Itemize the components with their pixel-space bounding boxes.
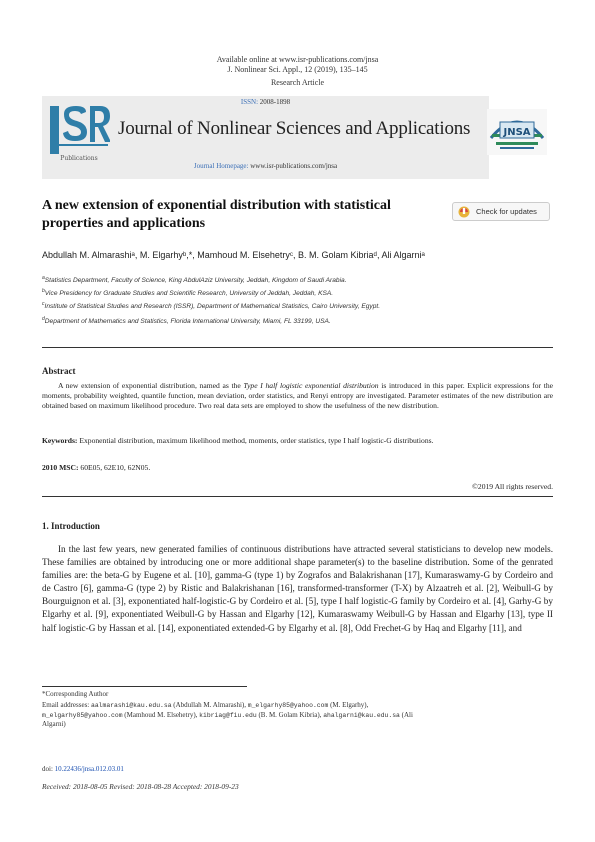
author-list: Abdullah M. Almarashiᵃ, M. Elgarhyᵇ,*, Mamhoud M. Elsehetryᶜ, B. M. Golam Kibriaᵈ, Ali Algarniᵃ	[42, 250, 425, 260]
article-dates: Received: 2018-08-05 Revised: 2018-08-28 Accepted: 2018-09-23	[42, 782, 239, 791]
footnote-rule	[42, 686, 247, 687]
homepage-label: Journal Homepage:	[193, 162, 249, 170]
title-line-1: A new extension of exponential distribution with statistical	[42, 198, 391, 213]
corresponding-author-note: *Corresponding Author	[42, 690, 109, 698]
intro-paragraph: In the last few years, new generated families of continuous distributions have attracted several statisticians to develop new models. These families are obtained by introducing one or more additional shape parameter(s) to the baseline distribution. Some of the genrated families are: the beta-G by Eugene et al. [10], gamma-G (type 1) by Zografos and Balakrishanan [17], Kumaraswamy-G by Cordeiro and de Castro [6], gamma-G (type 2) by Ristic and Balakrishanan [16], transformed-transformer (T-X) by Alzaatreh et al. [2], Weibull-G by Bourguignon et al. [3], exponentiated half-logistic-G by Cordeiro et al. [5], type I half logistic-G family by Cordeiro et al. [4], Garhy-G by Elgarhy et al. [9], exponentiated Weibull-G by Hassan and Elgarhy [12], Kumaraswamy Weibull-G by Hassan and Elgarhy [13], type II half logistic-G by Hassan et al. [14], exponentiated extended-G by Elgarhy et al. [8], Odd Frechet-G by Haq and Elgarhy [11], and	[42, 544, 553, 633]
email-link[interactable]: m_elgarhy85@yahoo.com	[247, 702, 329, 709]
affiliation-c: $^c$Institute of Statistical Studies and Research (ISSR), Department of Mathematical Statistics, Cairo University, Egypt.	[42, 301, 381, 311]
copyright: ©2019 All rights reserved.	[472, 482, 553, 491]
email-link[interactable]: kibriag@fiu.edu	[199, 711, 257, 719]
msc-codes: 2010 MSC: 60E05, 62E10, 62N05.	[42, 463, 151, 472]
doi-link[interactable]: 10.22436/jnsa.012.03.01	[54, 765, 124, 773]
affiliation-d: $^d$Department of Mathematics and Statistics, Florida International University, Miami, FL 33199, USA.	[42, 316, 331, 326]
email-addresses: Email addresses: aalmarashi@kau.edu.sa (Abdullah M. Almarashi), m_elgarhy85@yahoo.com (M. Elgarhy), m_elgarhy85@yahoo.com (Mamhoud M. Elsehetry), kibriag@fiu.edu (B. M. Golam Kibria), ahalgarni@kau.edu.sa (Ali Algarni)	[42, 701, 413, 728]
section-heading-introduction: 1. Introduction	[42, 521, 100, 531]
check-updates-icon	[458, 206, 470, 218]
doi-line: doi: 10.22436/jnsa.012.03.01	[42, 765, 124, 773]
issn-label: ISSN:	[240, 98, 259, 106]
email-link[interactable]: m_elgarhy85@yahoo.com	[42, 711, 123, 719]
email-link[interactable]: ahalgarni@kau.edu.sa	[323, 711, 400, 719]
divider	[42, 496, 553, 497]
keywords: Keywords: Exponential distribution, maximum likelihood method, moments, order statistics, type I half logistic-G distributions.	[42, 436, 434, 445]
homepage-url[interactable]: www.isr-publications.com/jnsa	[250, 162, 338, 170]
affiliation-a: $^a$Statistics Department, Faculty of Science, King AbdulAziz University, Jeddah, Kingdom of Saudi Arabia.	[42, 275, 347, 285]
abstract-heading: Abstract	[42, 366, 76, 376]
divider	[42, 347, 553, 348]
journal-title: Journal of Nonlinear Sciences and Applications	[118, 118, 471, 139]
email-link[interactable]: aalmarashi@kau.edu.sa	[91, 702, 172, 709]
title-line-2: properties and applications	[42, 216, 206, 231]
article-type: Research Article	[270, 78, 325, 87]
check-for-updates-button[interactable]	[452, 202, 550, 221]
check-updates-label: Check for updates	[476, 207, 537, 216]
jnsa-logo	[486, 108, 548, 156]
article-title	[42, 197, 442, 233]
isr-logo-sub: Publications	[60, 155, 98, 162]
homepage-line	[42, 162, 489, 170]
isr-logo	[48, 104, 110, 162]
affiliation-b: $^b$Vice Presidency for Graduate Studies and Scientific Research, University of Jeddah, Jeddah, KSA.	[42, 288, 334, 298]
citation-line: J. Nonlinear Sci. Appl., 12 (2019), 135–145	[227, 65, 368, 74]
abstract-body: A new extension of exponential distribution, named as the Type I half logistic exponential distribution is introduced in this paper. Explicit expressions for the moments, probability weighted, quantile function, mean deviation, order statistics, and Renyi entropy are investigated. Parameter estimates of the new distribution are obtained based on maximum likelihood procedure. Two real data sets are employed to show the usefulness of the new distribution.	[42, 381, 554, 411]
issn-value: 2008-1898	[259, 98, 291, 106]
availability-line: Available online at www.isr-publications.com/jnsa	[216, 55, 379, 64]
jnsa-logo-text: JNSA	[503, 127, 531, 138]
